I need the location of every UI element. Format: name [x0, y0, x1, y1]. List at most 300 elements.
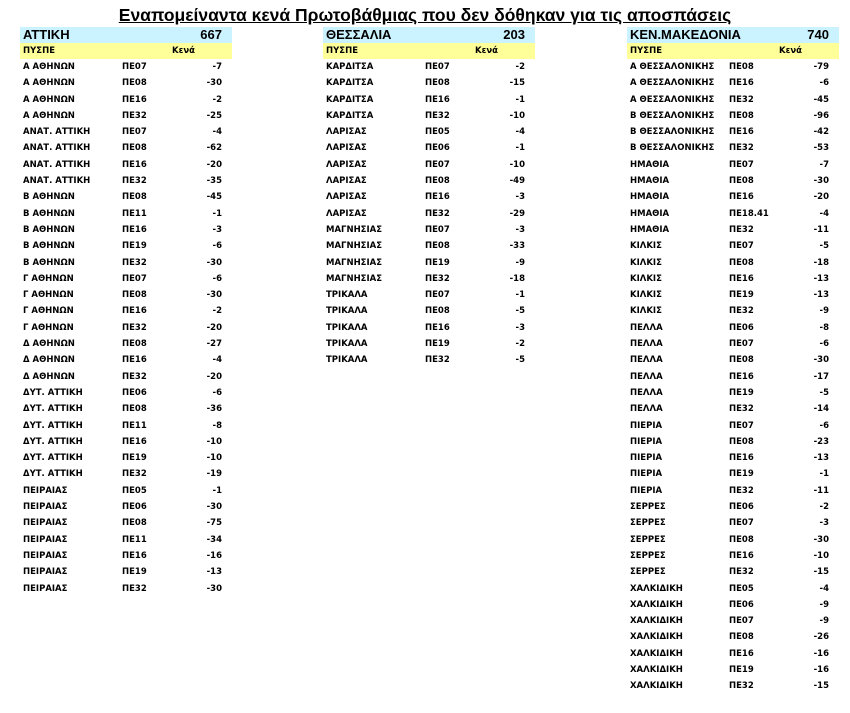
row-kena: -30	[206, 257, 222, 268]
row-kena: -20	[206, 159, 222, 170]
row-kena: -18	[509, 273, 525, 284]
table-row	[627, 189, 839, 205]
table-row	[323, 75, 535, 91]
row-kena: -13	[813, 453, 829, 464]
row-kena: -27	[206, 339, 222, 350]
row-pysde: ΜΑΓΝΗΣΙΑΣ	[326, 241, 383, 252]
table-row	[20, 483, 232, 499]
data-rows	[627, 59, 839, 695]
column-header-row	[20, 43, 232, 59]
row-pysde: ΔΥΤ. ΑΤΤΙΚΗ	[23, 404, 83, 415]
row-pysde: ΔΥΤ. ΑΤΤΙΚΗ	[23, 420, 83, 431]
row-pysde: ΤΡΙΚΑΛΑ	[326, 290, 368, 301]
row-specialty: ΠΕ16	[729, 192, 754, 203]
row-specialty: ΠΕ16	[729, 648, 754, 659]
table-row	[627, 75, 839, 91]
table-row	[627, 629, 839, 645]
row-kena: -53	[813, 143, 829, 154]
row-pysde: Β ΑΘΗΝΩΝ	[23, 224, 75, 235]
row-pysde: ΛΑΡΙΣΑΣ	[326, 159, 367, 170]
table-row	[323, 238, 535, 254]
row-pysde: ΔΥΤ. ΑΤΤΙΚΗ	[23, 387, 83, 398]
row-pysde: ΜΑΓΝΗΣΙΑΣ	[326, 273, 383, 284]
row-pysde: ΧΑΛΚΙΔΙΚΗ	[630, 664, 683, 675]
column-header-pysde: ΠΥΣΠΕ	[630, 46, 662, 56]
row-kena: -7	[819, 159, 829, 170]
table-row	[627, 173, 839, 189]
row-specialty: ΠΕ07	[425, 159, 450, 170]
table-row	[627, 564, 839, 580]
row-pysde: ΗΜΑΘΙΑ	[630, 224, 670, 235]
row-kena: -3	[515, 322, 525, 333]
table-row	[20, 140, 232, 156]
row-kena: -4	[212, 355, 222, 366]
table-row	[627, 206, 839, 222]
row-pysde: ΠΙΕΡΙΑ	[630, 469, 663, 480]
row-pysde: ΚΙΛΚΙΣ	[630, 241, 662, 252]
data-rows	[20, 59, 232, 597]
table-row	[20, 157, 232, 173]
row-pysde: ΛΑΡΙΣΑΣ	[326, 208, 367, 219]
table-row	[627, 271, 839, 287]
table-row	[627, 678, 839, 694]
table-row	[20, 320, 232, 336]
row-pysde: ΑΝΑΤ. ΑΤΤΙΚΗ	[23, 159, 91, 170]
row-pysde: ΣΕΡΡΕΣ	[630, 518, 666, 529]
row-specialty: ΠΕ06	[729, 322, 754, 333]
row-pysde: ΠΕΙΡΑΙΑΣ	[23, 518, 68, 529]
row-specialty: ΠΕ32	[425, 273, 450, 284]
row-pysde: Β ΘΕΣΣΑΛΟΝΙΚΗΣ	[630, 143, 715, 154]
row-pysde: ΑΝΑΤ. ΑΤΤΙΚΗ	[23, 176, 91, 187]
table-row	[627, 124, 839, 140]
row-specialty: ΠΕ19	[122, 453, 147, 464]
row-kena: -5	[819, 387, 829, 398]
row-kena: -1	[515, 94, 525, 105]
row-specialty: ΠΕ08	[729, 62, 754, 72]
row-specialty: ΠΕ07	[122, 127, 147, 138]
row-pysde: ΚΑΡΔΙΤΣΑ	[326, 78, 374, 89]
row-kena: -6	[212, 387, 222, 398]
row-specialty: ΠΕ19	[729, 664, 754, 675]
table-row	[627, 532, 839, 548]
row-kena: -23	[813, 436, 829, 447]
table-row	[323, 189, 535, 205]
region-column-thessalia	[323, 27, 535, 369]
row-specialty: ΠΕ07	[729, 241, 754, 252]
row-specialty: ΠΕ06	[122, 502, 147, 513]
row-kena: -3	[515, 224, 525, 235]
table-row	[20, 369, 232, 385]
row-specialty: ΠΕ05	[425, 127, 450, 138]
row-specialty: ΠΕ08	[729, 436, 754, 447]
row-specialty: ΠΕ32	[729, 485, 754, 496]
row-kena: -9	[819, 616, 829, 627]
row-specialty: ΠΕ08	[425, 176, 450, 187]
row-pysde: ΑΝΑΤ. ΑΤΤΙΚΗ	[23, 127, 91, 138]
row-kena: -6	[819, 78, 829, 89]
row-specialty: ΠΕ08	[729, 632, 754, 643]
region-name: ΚΕΝ.ΜΑΚΕΔΟΝΙΑ	[630, 27, 741, 42]
region-total: 203	[503, 27, 525, 42]
row-specialty: ΠΕ32	[122, 110, 147, 121]
row-pysde: ΧΑΛΚΙΔΙΚΗ	[630, 616, 683, 627]
row-kena: -17	[813, 371, 829, 382]
row-specialty: ΠΕ08	[425, 78, 450, 89]
row-kena: -79	[813, 62, 829, 72]
table-row	[323, 157, 535, 173]
table-row	[627, 336, 839, 352]
row-pysde: ΗΜΑΘΙΑ	[630, 208, 670, 219]
row-kena: -30	[813, 176, 829, 187]
row-specialty: ΠΕ32	[122, 583, 147, 594]
row-specialty: ΠΕ08	[425, 306, 450, 317]
table-row	[20, 418, 232, 434]
row-pysde: ΧΑΛΚΙΔΙΚΗ	[630, 648, 683, 659]
row-specialty: ΠΕ32	[122, 322, 147, 333]
table-row	[627, 613, 839, 629]
row-specialty: ΠΕ16	[122, 224, 147, 235]
column-header-kena: Κενά	[779, 46, 802, 56]
region-total: 740	[807, 27, 829, 42]
row-specialty: ΠΕ08	[425, 241, 450, 252]
row-specialty: ΠΕ07	[729, 420, 754, 431]
row-pysde: Β ΘΕΣΣΑΛΟΝΙΚΗΣ	[630, 127, 715, 138]
table-row	[20, 222, 232, 238]
region-name: ΘΕΣΣΑΛΙΑ	[326, 27, 392, 42]
row-pysde: ΠΕΙΡΑΙΑΣ	[23, 567, 68, 578]
row-specialty: ΠΕ32	[729, 567, 754, 578]
row-kena: -2	[819, 502, 829, 513]
row-pysde: ΧΑΛΚΙΔΙΚΗ	[630, 583, 683, 594]
row-kena: -10	[509, 159, 525, 170]
table-row	[20, 59, 232, 75]
table-row	[627, 483, 839, 499]
table-row	[20, 303, 232, 319]
row-kena: -25	[206, 110, 222, 121]
row-kena: -10	[206, 436, 222, 447]
row-specialty: ΠΕ16	[729, 550, 754, 561]
row-pysde: ΠΕΙΡΑΙΑΣ	[23, 550, 68, 561]
row-pysde: Δ ΑΘΗΝΩΝ	[23, 371, 75, 382]
row-specialty: ΠΕ08	[122, 143, 147, 154]
row-kena: -19	[206, 469, 222, 480]
row-kena: -4	[515, 127, 525, 138]
row-specialty: ΠΕ08	[122, 290, 147, 301]
row-specialty: ΠΕ07	[729, 518, 754, 529]
row-kena: -34	[206, 534, 222, 545]
row-kena: -45	[206, 192, 222, 203]
row-pysde: Β ΑΘΗΝΩΝ	[23, 208, 75, 219]
row-specialty: ΠΕ32	[729, 143, 754, 154]
table-row	[323, 320, 535, 336]
row-specialty: ΠΕ32	[729, 681, 754, 692]
row-kena: -13	[206, 567, 222, 578]
row-kena: -6	[819, 420, 829, 431]
row-pysde: Γ ΑΘΗΝΩΝ	[23, 290, 74, 301]
row-specialty: ΠΕ07	[122, 273, 147, 284]
table-row	[627, 548, 839, 564]
table-row	[627, 385, 839, 401]
row-kena: -30	[206, 290, 222, 301]
row-kena: -9	[819, 599, 829, 610]
table-row	[323, 287, 535, 303]
row-kena: -30	[813, 355, 829, 366]
row-kena: -9	[515, 257, 525, 268]
row-pysde: Β ΑΘΗΝΩΝ	[23, 241, 75, 252]
table-row	[627, 222, 839, 238]
table-row	[20, 548, 232, 564]
table-row	[20, 108, 232, 124]
table-row	[20, 352, 232, 368]
row-specialty: ΠΕ07	[425, 290, 450, 301]
row-kena: -36	[206, 404, 222, 415]
row-pysde: ΠΕΛΛΑ	[630, 404, 663, 415]
table-row	[323, 255, 535, 271]
table-row	[323, 336, 535, 352]
row-pysde: ΚΙΛΚΙΣ	[630, 273, 662, 284]
table-row	[323, 352, 535, 368]
row-kena: -30	[813, 534, 829, 545]
row-kena: -5	[515, 355, 525, 366]
table-row	[627, 581, 839, 597]
table-row	[20, 287, 232, 303]
row-pysde: ΠΕΙΡΑΙΑΣ	[23, 502, 68, 513]
row-kena: -9	[819, 306, 829, 317]
row-pysde: ΤΡΙΚΑΛΑ	[326, 339, 368, 350]
table-row	[627, 646, 839, 662]
row-pysde: Β ΘΕΣΣΑΛΟΝΙΚΗΣ	[630, 110, 715, 121]
row-pysde: ΜΑΓΝΗΣΙΑΣ	[326, 257, 383, 268]
row-kena: -62	[206, 143, 222, 154]
row-specialty: ΠΕ11	[122, 420, 147, 431]
row-kena: -6	[212, 241, 222, 252]
row-kena: -33	[509, 241, 525, 252]
row-specialty: ΠΕ16	[122, 94, 147, 105]
row-pysde: ΗΜΑΘΙΑ	[630, 176, 670, 187]
row-kena: -75	[206, 518, 222, 529]
row-kena: -8	[212, 420, 222, 431]
row-kena: -96	[813, 110, 829, 121]
row-pysde: ΛΑΡΙΣΑΣ	[326, 127, 367, 138]
row-pysde: ΑΝΑΤ. ΑΤΤΙΚΗ	[23, 143, 91, 154]
row-kena: -15	[509, 78, 525, 89]
row-kena: -13	[813, 290, 829, 301]
table-row	[20, 466, 232, 482]
row-pysde: ΤΡΙΚΑΛΑ	[326, 306, 368, 317]
row-kena: -15	[813, 567, 829, 578]
row-specialty: ΠΕ16	[729, 371, 754, 382]
row-pysde: ΚΙΛΚΙΣ	[630, 290, 662, 301]
row-specialty: ΠΕ08	[729, 110, 754, 121]
row-kena: -6	[819, 339, 829, 350]
row-pysde: ΜΑΓΝΗΣΙΑΣ	[326, 224, 383, 235]
table-row	[627, 320, 839, 336]
row-pysde: Γ ΑΘΗΝΩΝ	[23, 306, 74, 317]
row-kena: -4	[819, 208, 829, 219]
row-pysde: Δ ΑΘΗΝΩΝ	[23, 355, 75, 366]
table-row	[627, 287, 839, 303]
row-pysde: ΠΕΛΛΑ	[630, 355, 663, 366]
row-pysde: Α ΑΘΗΝΩΝ	[23, 94, 75, 105]
row-pysde: Α ΑΘΗΝΩΝ	[23, 110, 75, 121]
region-total: 667	[200, 27, 222, 42]
row-pysde: ΠΕΛΛΑ	[630, 371, 663, 382]
row-specialty: ΠΕ32	[729, 94, 754, 105]
row-specialty: ΠΕ11	[122, 534, 147, 545]
table-row	[323, 173, 535, 189]
table-row	[627, 401, 839, 417]
column-header-pysde: ΠΥΣΠΕ	[23, 46, 55, 56]
row-specialty: ΠΕ16	[729, 273, 754, 284]
row-kena: -11	[813, 224, 829, 235]
data-rows	[323, 59, 535, 369]
row-kena: -16	[206, 550, 222, 561]
row-kena: -1	[212, 485, 222, 496]
table-row	[20, 581, 232, 597]
row-specialty: ΠΕ16	[425, 94, 450, 105]
row-kena: -3	[212, 224, 222, 235]
row-specialty: ΠΕ19	[729, 290, 754, 301]
row-specialty: ΠΕ32	[729, 224, 754, 235]
table-row	[627, 255, 839, 271]
row-specialty: ΠΕ08	[122, 78, 147, 89]
row-kena: -11	[813, 485, 829, 496]
row-pysde: ΤΡΙΚΑΛΑ	[326, 322, 368, 333]
row-kena: -45	[813, 94, 829, 105]
row-kena: -29	[509, 208, 525, 219]
row-specialty: ΠΕ08	[729, 257, 754, 268]
table-row	[627, 515, 839, 531]
row-kena: -1	[515, 143, 525, 154]
row-kena: -5	[819, 241, 829, 252]
table-row	[627, 597, 839, 613]
row-kena: -16	[813, 648, 829, 659]
row-pysde: ΛΑΡΙΣΑΣ	[326, 192, 367, 203]
row-specialty: ΠΕ19	[425, 339, 450, 350]
row-pysde: ΧΑΛΚΙΔΙΚΗ	[630, 681, 683, 692]
row-kena: -20	[206, 322, 222, 333]
row-kena: -30	[206, 78, 222, 89]
table-row	[20, 271, 232, 287]
table-row	[323, 92, 535, 108]
region-header	[20, 27, 232, 43]
row-kena: -10	[509, 110, 525, 121]
row-pysde: ΚΑΡΔΙΤΣΑ	[326, 62, 374, 72]
row-kena: -5	[515, 306, 525, 317]
table-row	[627, 499, 839, 515]
row-pysde: ΠΙΕΡΙΑ	[630, 420, 663, 431]
table-row	[323, 206, 535, 222]
row-pysde: Γ ΑΘΗΝΩΝ	[23, 322, 74, 333]
table-row	[20, 238, 232, 254]
row-specialty: ΠΕ32	[729, 306, 754, 317]
table-row	[323, 124, 535, 140]
row-kena: -2	[212, 306, 222, 317]
row-kena: -8	[819, 322, 829, 333]
row-specialty: ΠΕ16	[729, 78, 754, 89]
table-row	[20, 385, 232, 401]
row-specialty: ΠΕ05	[122, 485, 147, 496]
table-row	[627, 369, 839, 385]
row-specialty: ΠΕ08	[729, 355, 754, 366]
table-row	[323, 59, 535, 75]
row-specialty: ΠΕ08	[729, 534, 754, 545]
row-pysde: ΗΜΑΘΙΑ	[630, 159, 670, 170]
row-pysde: ΧΑΛΚΙΔΙΚΗ	[630, 632, 683, 643]
row-pysde: ΛΑΡΙΣΑΣ	[326, 176, 367, 187]
row-kena: -10	[813, 550, 829, 561]
row-specialty: ΠΕ07	[729, 159, 754, 170]
row-kena: -1	[515, 290, 525, 301]
row-specialty: ΠΕ19	[729, 387, 754, 398]
region-header	[323, 27, 535, 43]
column-header-pysde: ΠΥΣΠΕ	[326, 46, 358, 56]
row-specialty: ΠΕ05	[729, 583, 754, 594]
row-kena: -20	[206, 371, 222, 382]
table-row	[627, 157, 839, 173]
row-specialty: ΠΕ32	[729, 404, 754, 415]
row-pysde: ΚΑΡΔΙΤΣΑ	[326, 110, 374, 121]
row-specialty: ΠΕ11	[122, 208, 147, 219]
table-row	[323, 140, 535, 156]
row-kena: -3	[819, 518, 829, 529]
row-specialty: ΠΕ07	[729, 339, 754, 350]
row-kena: -14	[813, 404, 829, 415]
row-pysde: ΚΑΡΔΙΤΣΑ	[326, 94, 374, 105]
table-row	[627, 466, 839, 482]
row-specialty: ΠΕ16	[729, 127, 754, 138]
row-pysde: ΚΙΛΚΙΣ	[630, 257, 662, 268]
row-pysde: Α ΑΘΗΝΩΝ	[23, 78, 75, 89]
row-specialty: ΠΕ07	[122, 62, 147, 72]
table-row	[627, 238, 839, 254]
table-row	[627, 450, 839, 466]
row-specialty: ΠΕ08	[729, 176, 754, 187]
row-kena: -16	[813, 664, 829, 675]
table-row	[20, 336, 232, 352]
row-kena: -15	[813, 681, 829, 692]
row-specialty: ΠΕ32	[122, 257, 147, 268]
row-kena: -3	[515, 192, 525, 203]
row-pysde: Δ ΑΘΗΝΩΝ	[23, 339, 75, 350]
row-pysde: Β ΑΘΗΝΩΝ	[23, 257, 75, 268]
table-row	[20, 255, 232, 271]
row-kena: -2	[515, 339, 525, 350]
row-pysde: Α ΘΕΣΣΑΛΟΝΙΚΗΣ	[630, 62, 715, 72]
row-pysde: Γ ΑΘΗΝΩΝ	[23, 273, 74, 284]
column-header-kena: Κενά	[475, 46, 498, 56]
table-row	[323, 108, 535, 124]
table-row	[627, 418, 839, 434]
row-kena: -6	[212, 273, 222, 284]
row-specialty: ΠΕ06	[425, 143, 450, 154]
row-kena: -2	[212, 94, 222, 105]
row-kena: -7	[212, 62, 222, 72]
row-specialty: ΠΕ06	[729, 502, 754, 513]
row-specialty: ΠΕ32	[122, 469, 147, 480]
row-specialty: ΠΕ19	[425, 257, 450, 268]
row-pysde: Β ΑΘΗΝΩΝ	[23, 192, 75, 203]
table-row	[627, 59, 839, 75]
row-specialty: ΠΕ16	[122, 550, 147, 561]
row-kena: -4	[212, 127, 222, 138]
row-kena: -1	[819, 469, 829, 480]
row-specialty: ΠΕ07	[729, 616, 754, 627]
row-pysde: ΠΙΕΡΙΑ	[630, 453, 663, 464]
row-specialty: ΠΕ06	[729, 599, 754, 610]
row-pysde: ΣΕΡΡΕΣ	[630, 550, 666, 561]
